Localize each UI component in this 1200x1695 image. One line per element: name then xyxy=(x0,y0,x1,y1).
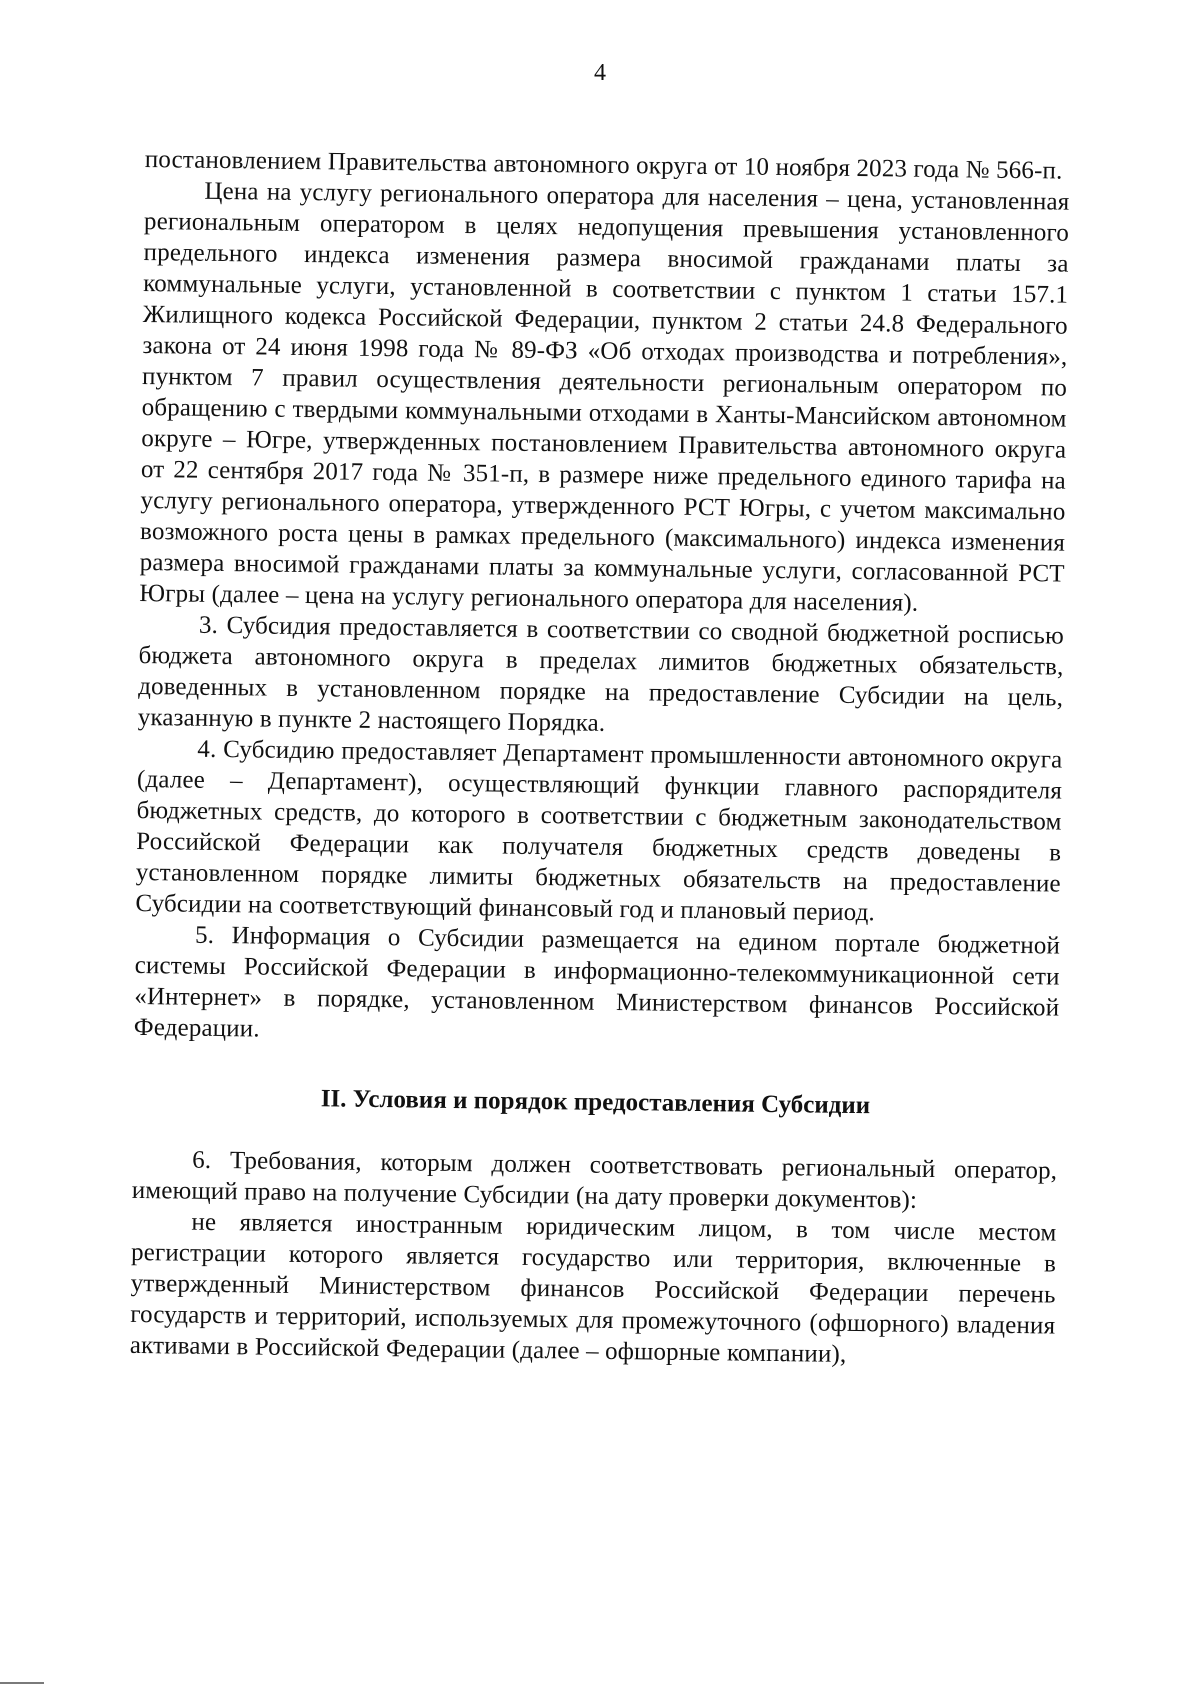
paragraph-item-6: 6. Требования, которым должен соответствовать региональный оператор, имеющий право на получение Субсидии (на дату проверки документов): xyxy=(131,1146,1058,1214)
page-number: 4 xyxy=(594,60,606,86)
paragraph-item-3: 3. Субсидия предоставляется в соответствии со сводной бюджетной росписью бюджета автономного округа в пределах лимитов бюджетных обязательств, доведенных в установленном порядке на предоставление Субсидии на цель, указанную в пункте 2 настоящего Порядка. xyxy=(137,611,1065,737)
paragraph-item-4: 4. Субсидию предоставляет Департамент промышленности автономного округа (далее – Департамент), осуществляющий функции главного распорядителя бюджетных средств, до которого в соответствии с бюджетным законодательством Российской Федерации как получателя бюджетных средств доведены в установленном порядке лимиты бюджетных обязательств на предоставление Субсидии на соответствующий финансовый год и плановый период. xyxy=(135,735,1063,927)
paragraph-price-definition: Цена на услугу регионального оператора для населения – цена, установленная региональным оператором в целях недопущения превышения установленного предельного индекса изменения размера вносимой гражданами платы за коммунальные услуги, установленной в соответствии с пунктом 1 статьи 157.1 Жилищного кодекса Российской Федерации, пунктом 2 статьи 24.8 Федерального закона от 24 июня 1998 года № 89-ФЗ «Об отходах производства и потребления», пунктом 7 правил осуществления деятельности региональным оператором по обращению с твердыми коммунальными отходами в Ханты-Мансийском автономном округе – Югре, утвержденных постановлением Правительства автономного округа от 22 сентября 2017 года № 351-п, в размере ниже предельного единого тарифа на услугу регионального оператора, утвержденного РСТ Югры, с учетом максимально возможного роста цены в рамках предельного (максимального) индекса изменения размера вносимой гражданами платы за коммунальные услуги, согласованной РСТ Югры (далее – цена на услугу регионального оператора для населения). xyxy=(139,177,1070,617)
paragraph-requirement: не является иностранным юридическим лицом, в том числе местом регистрации которого является государство или территория, включенные в утвержденный Министерством финансов Российской Федерации перечень государств и территорий, используемых для промежуточного (офшорного) владения активами в Российской Федерации (далее – офшорные компании), xyxy=(129,1208,1057,1368)
scan-edge-mark xyxy=(0,1682,44,1684)
paragraph-continuation: постановлением Правительства автономного округа от 10 ноября 2023 года № 566-п. xyxy=(144,145,1063,185)
section-heading: II. Условия и порядок предоставления Субсидии xyxy=(320,1085,871,1120)
paragraph-item-5: 5. Информация о Субсидии размещается на едином портале бюджетной системы Российской Федерации в информационно-телекоммуникационной сети «Интернет» в порядке, установленном Министерством финансов Российской Федерации. xyxy=(133,921,1061,1043)
document-body xyxy=(130,144,1070,1373)
